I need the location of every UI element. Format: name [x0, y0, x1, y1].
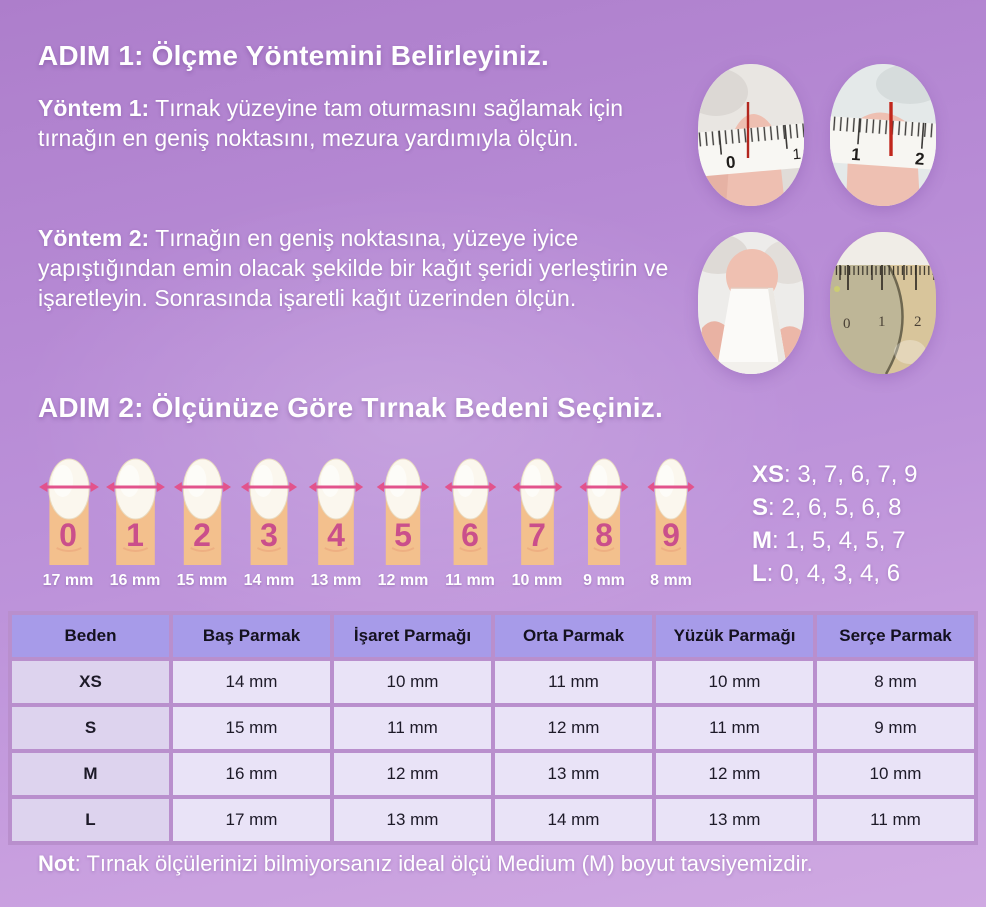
table-cell: 14 mm	[495, 799, 652, 841]
note-label: Not	[38, 851, 75, 876]
legend-values: : 2, 6, 5, 6, 8	[768, 494, 902, 521]
table-cell: 14 mm	[173, 661, 330, 703]
table-cell: 10 mm	[817, 753, 974, 795]
nail-width-label: 11 mm	[445, 572, 495, 589]
nail-illustration	[505, 451, 569, 565]
table-cell-size: L	[12, 799, 169, 841]
table-cell: 13 mm	[495, 753, 652, 795]
nail-size-item-6	[438, 451, 502, 590]
table-cell: 11 mm	[495, 661, 652, 703]
nail-illustration	[304, 451, 368, 565]
nail-illustration	[237, 451, 301, 565]
nail-size-item-0	[36, 451, 100, 590]
table-cell: 16 mm	[173, 753, 330, 795]
table-cell-size: XS	[12, 661, 169, 703]
table-cell: 9 mm	[817, 707, 974, 749]
table-header-yuzuk-parmagi: Yüzük Parmağı	[656, 615, 813, 657]
nail-size-item-3	[237, 451, 301, 590]
note-text: : Tırnak ölçülerinizi bilmiyorsanız ideal ölçü Medium (M) boyut tavsiyemizdir.	[74, 851, 813, 876]
legend-values: : 0, 4, 3, 4, 6	[766, 560, 901, 587]
nail-size-number: 9	[662, 517, 680, 553]
ruler-number: 2	[914, 314, 922, 330]
photo-thumb-tape-measure	[698, 64, 804, 206]
nail-width-label: 12 mm	[377, 572, 429, 589]
tape-measure-photo-illustration	[698, 64, 804, 206]
table-cell: 10 mm	[656, 661, 813, 703]
nail-size-item-9	[639, 451, 703, 590]
table-cell: 12 mm	[656, 753, 813, 795]
method2-label: Yöntem 2:	[38, 225, 150, 251]
nail-size-item-5	[371, 451, 435, 590]
step2-title: ADIM 2: Ölçünüze Göre Tırnak Bedeni Seçiniz.	[38, 392, 663, 423]
legend-line-m	[752, 524, 917, 557]
nail-size-number: 5	[394, 517, 412, 553]
size-legend	[752, 458, 917, 590]
table-cell: 13 mm	[334, 799, 491, 841]
nail-size-item-4	[304, 451, 368, 590]
ruler-number: 1	[878, 314, 886, 330]
nail-size-number: 8	[595, 517, 613, 553]
nail-width-label: 10 mm	[511, 572, 563, 589]
nail-size-item-1	[103, 451, 167, 590]
legend-label: XS	[752, 461, 785, 488]
step1-title: ADIM 1: Ölçme Yöntemini Belirleyiniz.	[38, 40, 550, 71]
nail-size-number: 4	[327, 517, 345, 553]
method1-label: Yöntem 1:	[38, 95, 150, 121]
legend-label: M	[752, 527, 772, 554]
nail-size-number: 0	[59, 517, 77, 553]
table-cell-size: M	[12, 753, 169, 795]
method1-paragraph	[38, 93, 638, 153]
nail-width-label: 16 mm	[109, 572, 161, 589]
nail-illustration	[438, 451, 502, 565]
table-cell: 17 mm	[173, 799, 330, 841]
table-cell: 8 mm	[817, 661, 974, 703]
footer-note	[38, 851, 813, 877]
photo-finger-paper-strip	[698, 232, 804, 374]
nail-size-chart	[36, 451, 703, 590]
table-cell: 12 mm	[495, 707, 652, 749]
nail-width-label: 15 mm	[176, 572, 228, 589]
nail-size-item-7	[505, 451, 569, 590]
ruler-closeup-photo-illustration	[830, 232, 936, 374]
nail-size-item-8	[572, 451, 636, 590]
legend-values: : 3, 7, 6, 7, 9	[784, 461, 918, 488]
method2-text: Tırnağın en geniş noktasına, yüzeye iyice yapıştığından emin olacak şekilde bir kağıt şeridi yerleştirin ve işaretleyin. Sonrasında işaretli kağıt üzerinden ölçün.	[38, 225, 669, 311]
nail-width-label: 14 mm	[243, 572, 295, 589]
nail-width-label: 9 mm	[583, 572, 625, 589]
nail-size-number: 3	[260, 517, 278, 553]
table-cell: 13 mm	[656, 799, 813, 841]
nail-size-item-2	[170, 451, 234, 590]
nail-width-label: 8 mm	[650, 572, 692, 589]
nail-size-number: 1	[126, 517, 144, 553]
legend-line-xs	[752, 458, 917, 491]
table-cell: 11 mm	[334, 707, 491, 749]
paper-strip-photo-illustration	[698, 232, 804, 374]
nail-size-number: 7	[528, 517, 546, 553]
table-header-isaret-parmagi: İşaret Parmağı	[334, 615, 491, 657]
instruction-photos	[698, 64, 936, 374]
nail-illustration	[371, 451, 435, 565]
nail-illustration	[170, 451, 234, 565]
photo-ruler-closeup	[830, 232, 936, 374]
table-cell: 15 mm	[173, 707, 330, 749]
legend-line-s	[752, 491, 917, 524]
legend-values: : 1, 5, 4, 5, 7	[772, 527, 906, 554]
nail-size-number: 6	[461, 517, 479, 553]
tape-number: 2	[914, 149, 926, 169]
legend-label: L	[752, 560, 767, 587]
tape-measure-marked-photo-illustration	[830, 64, 936, 206]
nail-illustration	[36, 451, 100, 565]
nail-illustration	[639, 451, 703, 565]
table-cell: 11 mm	[817, 799, 974, 841]
table-cell-size: S	[12, 707, 169, 749]
ruler-number: 0	[843, 316, 851, 332]
tape-number: 1	[850, 144, 862, 165]
legend-label: S	[752, 494, 769, 521]
nail-illustration	[103, 451, 167, 565]
nail-width-label: 13 mm	[310, 572, 362, 589]
photo-thumb-tape-measure-marked	[830, 64, 936, 206]
table-cell: 10 mm	[334, 661, 491, 703]
table-cell: 11 mm	[656, 707, 813, 749]
table-header-orta-parmak: Orta Parmak	[495, 615, 652, 657]
nail-size-number: 2	[193, 517, 211, 553]
table-header-bas-parmak: Baş Parmak	[173, 615, 330, 657]
tape-number: 0	[725, 152, 737, 173]
tape-number: 1	[791, 145, 802, 164]
table-header-beden: Beden	[12, 615, 169, 657]
nail-illustration	[572, 451, 636, 565]
table-header-serce-parmak: Serçe Parmak	[817, 615, 974, 657]
method2-paragraph	[38, 223, 700, 313]
legend-line-l	[752, 557, 917, 590]
table-cell: 12 mm	[334, 753, 491, 795]
nail-width-label: 17 mm	[42, 572, 94, 589]
method1-text: Tırnak yüzeyine tam oturmasını sağlamak için tırnağın en geniş noktasını, mezura yardımıyla ölçün.	[38, 95, 624, 151]
size-table	[8, 611, 978, 845]
